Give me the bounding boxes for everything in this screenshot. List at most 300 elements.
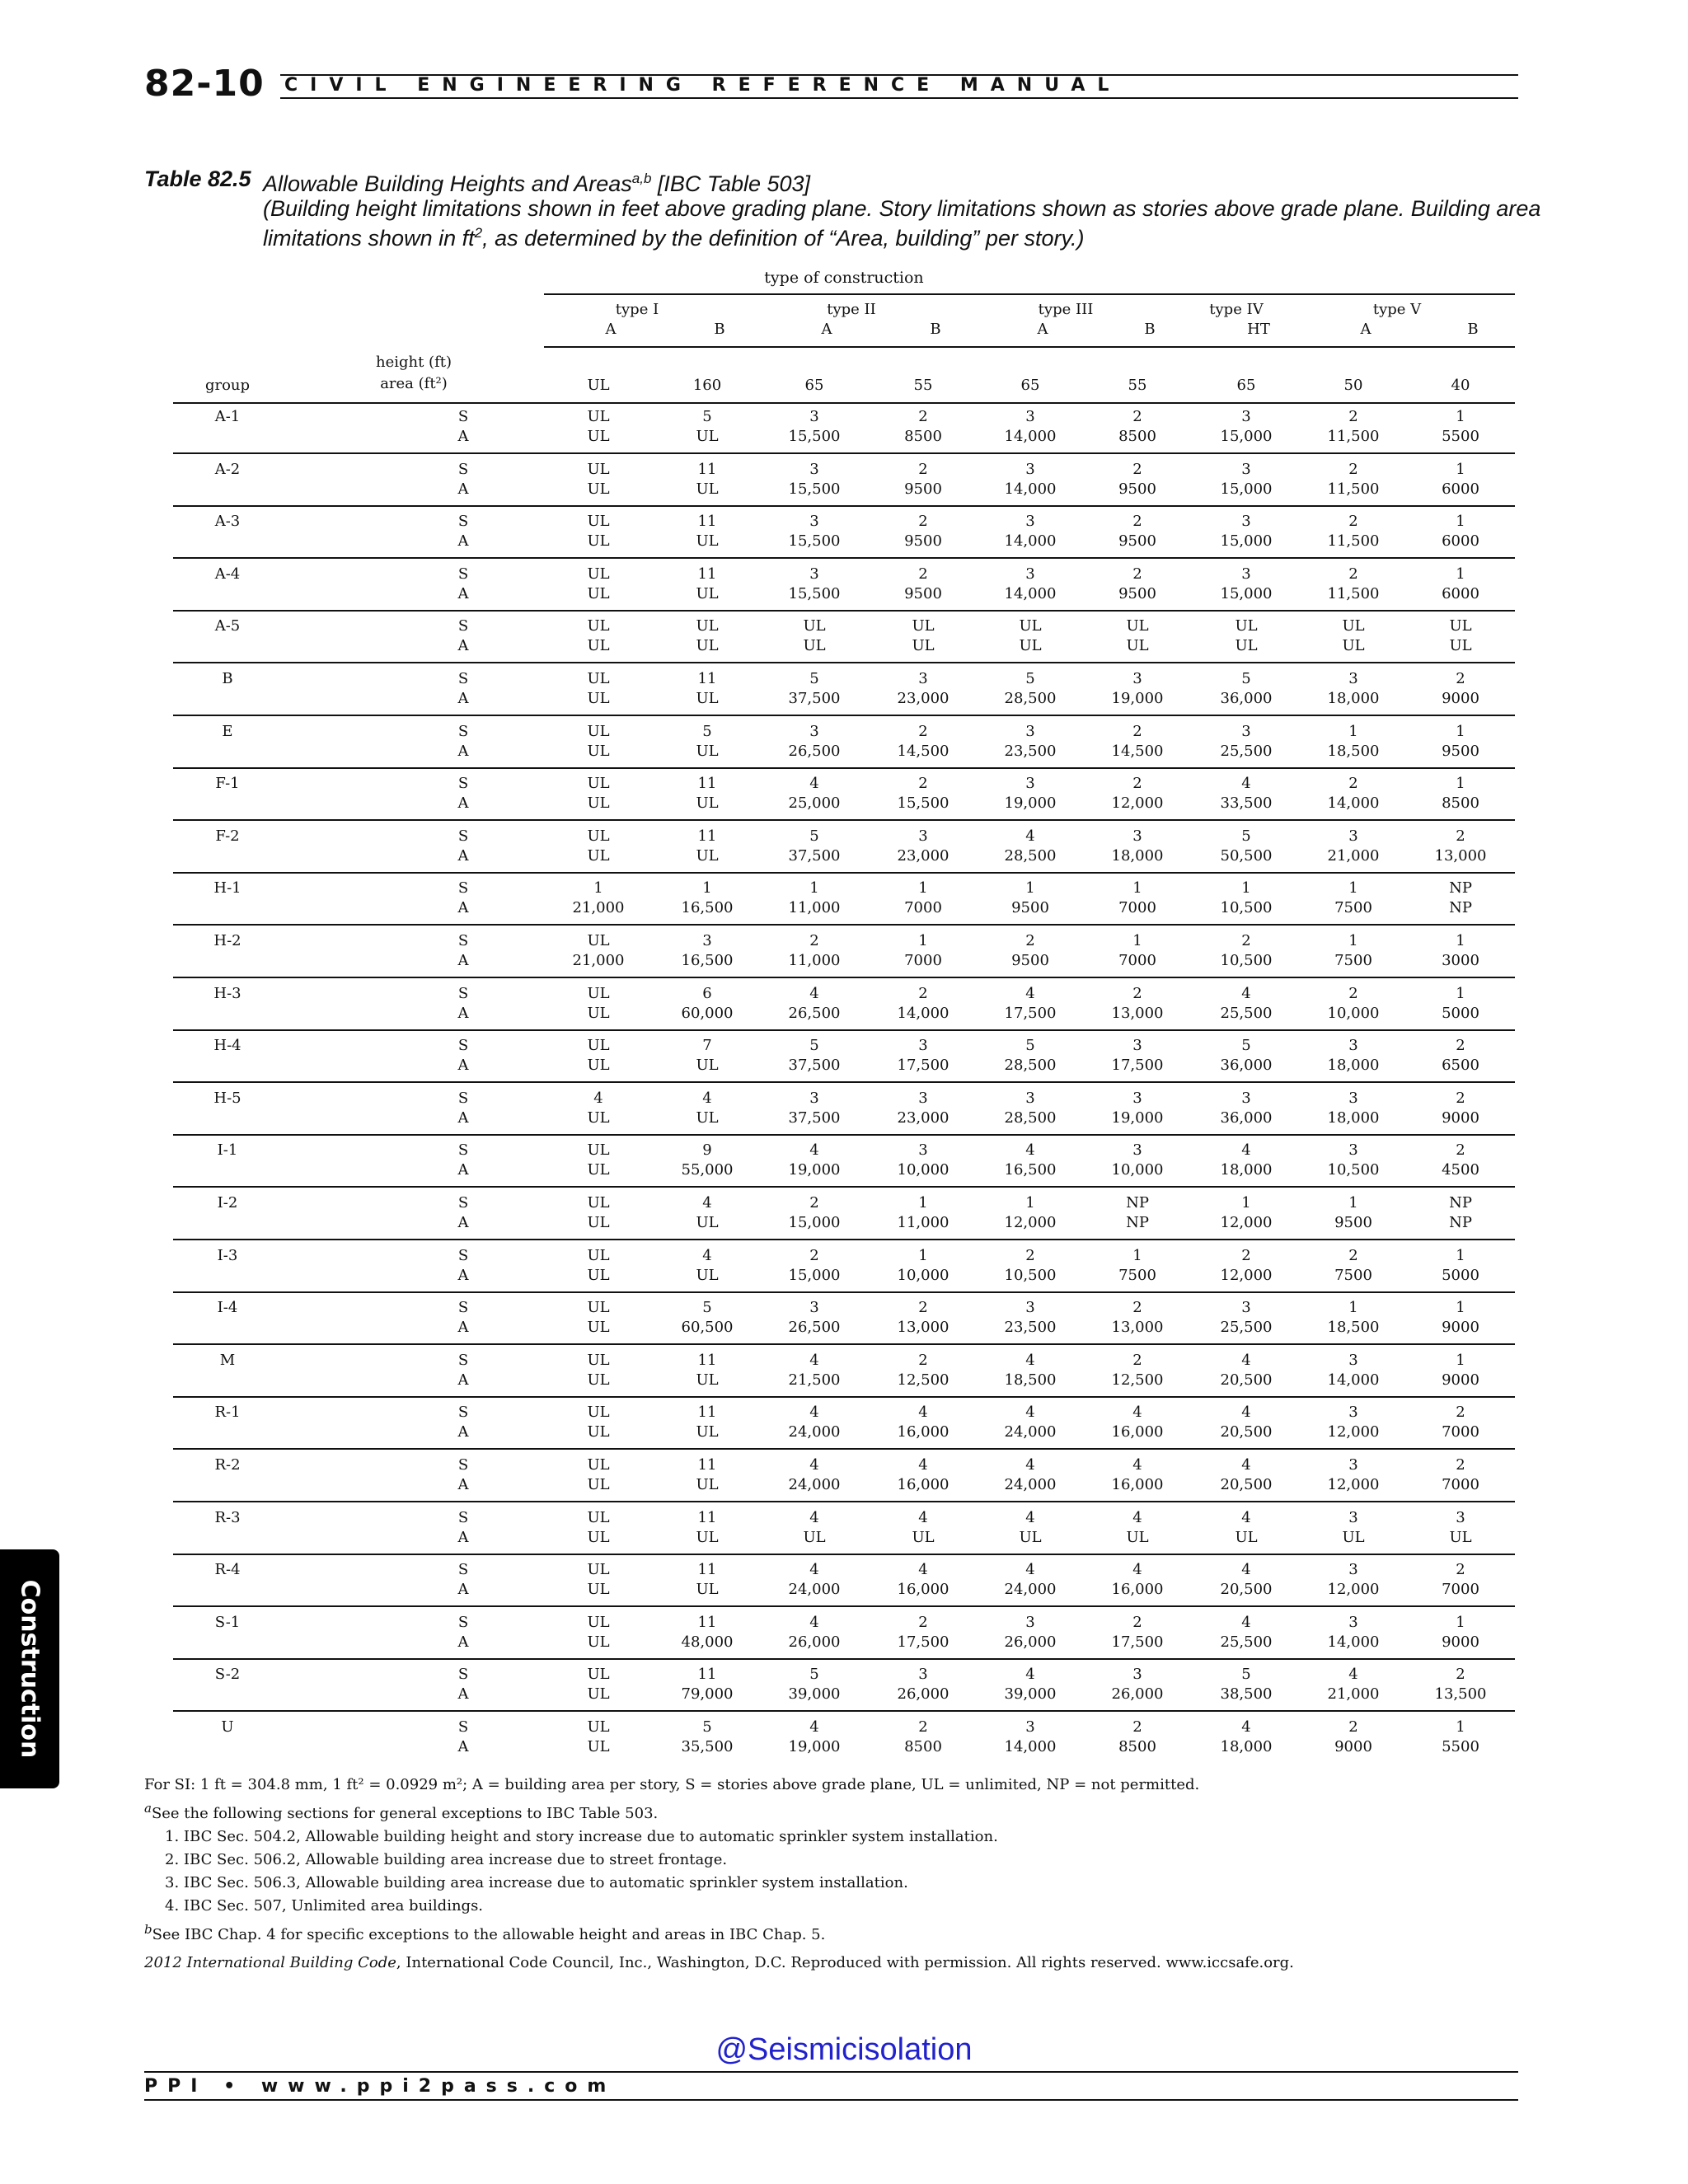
area-value: UL [587, 1266, 610, 1284]
area-value: 24,000 [1004, 1476, 1057, 1493]
stories-value: 1 [1348, 1194, 1358, 1212]
stories-value: 2 [1348, 984, 1358, 1002]
area-value: 9500 [904, 480, 942, 498]
stories-label: S [457, 670, 469, 687]
area-value: 15,500 [788, 428, 841, 445]
stories-label: S [457, 1613, 469, 1631]
area-value: 18,000 [1327, 690, 1380, 707]
stories-value: 2 [1348, 1718, 1358, 1736]
area-value: 24,000 [1004, 1423, 1057, 1441]
area-value: UL [587, 1214, 610, 1231]
area-row-label: A [457, 1214, 469, 1231]
stories-value: 3 [918, 1037, 928, 1055]
area-row-label: A [457, 584, 469, 602]
stories-value: UL [587, 775, 610, 793]
row-rule [173, 1501, 1515, 1502]
stories-value: 3 [1348, 1351, 1358, 1369]
area-value: 23,000 [897, 846, 950, 865]
stories-value: UL [696, 617, 719, 635]
area-value: 7500 [1334, 1266, 1372, 1284]
area-value: UL [696, 794, 719, 813]
row-rule [173, 1291, 1515, 1293]
stories-value: 3 [1348, 1141, 1358, 1160]
row-rule [173, 1448, 1515, 1450]
area-value: 9000 [1442, 1319, 1479, 1337]
group-name: H-1 [213, 879, 241, 898]
area-value: 14,000 [1327, 1633, 1380, 1651]
area-value: NP [1449, 899, 1472, 917]
stories-value: UL [587, 984, 610, 1002]
stories-label: S [457, 1089, 469, 1107]
stories-value: UL [587, 670, 610, 687]
stories-value: 3 [1348, 1456, 1358, 1474]
stories-value: 2 [918, 1613, 928, 1631]
stories-value: 4 [918, 1404, 928, 1422]
stories-value: UL [587, 1508, 610, 1526]
area-value: 79,000 [681, 1685, 734, 1704]
row-rule [173, 557, 1515, 559]
area-value: 9500 [1442, 742, 1479, 760]
stories-value: 2 [1348, 775, 1358, 793]
area-value: UL [587, 1685, 610, 1704]
area-value: 4500 [1442, 1161, 1479, 1179]
stories-label: S [457, 513, 469, 531]
area-value: 18,000 [1220, 1738, 1273, 1755]
stories-value: 3 [1241, 460, 1251, 478]
area-value: 16,000 [897, 1476, 950, 1493]
area-value: 17,500 [897, 1633, 950, 1651]
stories-value: 5 [809, 1037, 819, 1055]
stories-value: 3 [1241, 1299, 1251, 1317]
stories-value: 11 [697, 1351, 717, 1369]
stories-value: 9 [702, 1141, 712, 1160]
stories-value: 4 [809, 984, 819, 1002]
stories-value: UL [587, 1194, 610, 1212]
stories-value: UL [1019, 617, 1042, 635]
stories-value: 11 [697, 1613, 717, 1631]
stories-value: 1 [1456, 1718, 1465, 1736]
area-value: 55,000 [681, 1161, 734, 1179]
height-value: UL [587, 377, 610, 394]
area-value: UL [587, 1057, 610, 1075]
stories-value: 3 [1348, 1561, 1358, 1579]
stories-value: 2 [918, 513, 928, 531]
area-value: 14,000 [1004, 1738, 1057, 1755]
area-value: 9500 [1118, 480, 1156, 498]
height-value: 55 [913, 377, 933, 394]
stories-value: UL [587, 1666, 610, 1684]
stories-value: 5 [1241, 670, 1251, 687]
area-value: 21,000 [572, 952, 625, 969]
group-name: F-1 [215, 775, 240, 793]
row-rule [173, 924, 1515, 926]
stories-value: 4 [1025, 827, 1035, 845]
height-value: 55 [1128, 377, 1147, 394]
row-rule [173, 1554, 1515, 1555]
stories-label: S [457, 565, 469, 583]
stories-value: 2 [1456, 1561, 1465, 1579]
caption-desc: (Building height limitations shown in feet above grading plane. Story limitations shown as stories above grade plane. Building area limitations shown in ft [263, 196, 1541, 251]
stories-value: 4 [918, 1508, 928, 1526]
stories-value: 1 [918, 1246, 928, 1264]
stories-value: UL [803, 617, 826, 635]
section-tab [0, 1549, 59, 1788]
stories-label: S [457, 1718, 469, 1736]
stories-value: 1 [1456, 1613, 1465, 1631]
area-value: 11,000 [897, 1214, 950, 1231]
area-value: NP [1126, 1214, 1149, 1231]
area-value: UL [587, 637, 610, 655]
area-row-label: A [457, 480, 469, 498]
group-name: H-3 [213, 984, 241, 1002]
area-label: area (ft²) [380, 375, 448, 392]
area-value: 24,000 [788, 1476, 841, 1493]
stories-value: 4 [1025, 984, 1035, 1002]
area-row-label: A [457, 690, 469, 707]
header-rule [280, 97, 1518, 99]
area-row-label: A [457, 1633, 469, 1651]
area-value: 26,000 [1004, 1633, 1057, 1651]
area-value: 16,500 [1004, 1161, 1057, 1179]
stories-value: 4 [1241, 775, 1251, 793]
stories-label: S [457, 1037, 469, 1055]
area-value: 9500 [1334, 1214, 1372, 1231]
area-value: UL [696, 1528, 719, 1546]
group-name: A-2 [214, 460, 241, 478]
stories-value: 4 [702, 1194, 712, 1212]
area-value: UL [1235, 637, 1258, 655]
stories-value: UL [587, 1456, 610, 1474]
stories-value: 1 [702, 879, 712, 898]
area-value: 8500 [1442, 794, 1479, 813]
area-value: 28,500 [1004, 1108, 1057, 1127]
stories-value: 1 [918, 1194, 928, 1212]
stories-value: 4 [1132, 1456, 1142, 1474]
area-value: 10,500 [1327, 1161, 1380, 1179]
area-value: 14,000 [1327, 794, 1380, 813]
area-value: 25,500 [1220, 1319, 1273, 1337]
stories-value: 4 [1241, 1561, 1251, 1579]
construction-type: type V [1372, 301, 1422, 318]
stories-value: 2 [1025, 1246, 1035, 1264]
area-value: 28,500 [1004, 846, 1057, 865]
stories-value: 1 [1456, 565, 1465, 583]
stories-value: UL [587, 1246, 610, 1264]
row-rule [173, 1710, 1515, 1712]
stories-value: 3 [1132, 827, 1142, 845]
stories-value: 2 [1348, 1246, 1358, 1264]
area-value: 7000 [904, 899, 942, 917]
area-value: 39,000 [1004, 1685, 1057, 1704]
area-value: 37,500 [788, 690, 841, 707]
stories-value: 2 [918, 984, 928, 1002]
area-value: 10,500 [1004, 1266, 1057, 1284]
stories-value: UL [1235, 617, 1258, 635]
stories-value: UL [587, 617, 610, 635]
area-value: 17,500 [1111, 1633, 1164, 1651]
stories-value: 2 [1132, 984, 1142, 1002]
area-value: UL [587, 1476, 610, 1493]
group-name: I-2 [217, 1194, 238, 1212]
stories-value: 3 [809, 565, 819, 583]
area-value: 13,500 [1434, 1685, 1487, 1704]
area-value: UL [587, 1528, 610, 1546]
si-note: For SI: 1 ft = 304.8 mm, 1 ft² = 0.0929 m²; A = building area per story, S = stories above grade plane, UL = unlimited, NP = not permitted. [144, 1776, 1200, 1793]
stories-value: 2 [918, 722, 928, 740]
stories-value: 3 [1025, 565, 1035, 583]
stories-value: 3 [1132, 1141, 1142, 1160]
stories-value: UL [1342, 617, 1365, 635]
row-rule [173, 1658, 1515, 1660]
area-row-label: A [457, 1476, 469, 1493]
stories-value: 3 [1456, 1508, 1465, 1526]
area-value: 38,500 [1220, 1685, 1273, 1704]
area-value: 15,000 [788, 1214, 841, 1231]
area-value: 20,500 [1220, 1423, 1273, 1441]
area-value: 9500 [1118, 584, 1156, 602]
area-value: UL [696, 690, 719, 707]
stories-value: 1 [1132, 1246, 1142, 1264]
area-value: UL [696, 1214, 719, 1231]
area-value: 7500 [1334, 952, 1372, 969]
stories-value: 2 [918, 1351, 928, 1369]
page-header [144, 63, 1518, 110]
stories-label: S [457, 460, 469, 478]
stories-value: 4 [1241, 1404, 1251, 1422]
group-name: I-3 [217, 1246, 238, 1264]
area-value: 21,000 [572, 899, 625, 917]
stories-value: 11 [697, 670, 717, 687]
area-row-label: A [457, 428, 469, 445]
area-value: 14,500 [897, 742, 950, 760]
area-value: 39,000 [788, 1685, 841, 1704]
row-rule [173, 662, 1515, 663]
group-name: I-1 [217, 1141, 238, 1160]
stories-value: 4 [1025, 1561, 1035, 1579]
area-value: 7500 [1118, 1266, 1156, 1284]
area-value: 11,500 [1327, 532, 1380, 551]
area-value: 19,000 [788, 1161, 841, 1179]
area-value: 19,000 [1111, 1108, 1164, 1127]
stories-value: 3 [1132, 1666, 1142, 1684]
area-value: 18,000 [1220, 1161, 1273, 1179]
area-row-label: A [457, 1371, 469, 1389]
stories-value: 3 [1025, 1089, 1035, 1107]
stories-label: S [457, 1456, 469, 1474]
area-value: 25,000 [788, 794, 841, 813]
stories-value: 4 [809, 1561, 819, 1579]
height-value: 50 [1343, 377, 1363, 394]
stories-value: 2 [1348, 408, 1358, 425]
caption-title-sup: a,b [631, 171, 652, 186]
area-row-label: A [457, 899, 469, 917]
stories-value: 4 [1025, 1351, 1035, 1369]
area-value: 23,500 [1004, 1319, 1057, 1337]
area-value: 8500 [904, 428, 942, 445]
manual-title: CIVIL ENGINEERING REFERENCE MANUAL [284, 75, 1122, 96]
stories-value: 2 [1132, 460, 1142, 478]
construction-type: type II [827, 301, 876, 318]
group-name: M [219, 1351, 236, 1369]
area-row-label: A [457, 1738, 469, 1755]
stories-value: 4 [1132, 1404, 1142, 1422]
note-b-text: See IBC Chap. 4 for specific exceptions to the allowable height and areas in IBC Chap. 5. [152, 1926, 826, 1943]
stories-value: UL [587, 460, 610, 478]
area-row-label: A [457, 1528, 469, 1546]
area-value: 13,000 [897, 1319, 950, 1337]
stories-value: 11 [697, 1404, 717, 1422]
stories-value: 2 [1456, 827, 1465, 845]
area-value: UL [1019, 637, 1042, 655]
stories-value: 4 [702, 1246, 712, 1264]
area-value: 8500 [1118, 428, 1156, 445]
stories-value: 1 [1348, 722, 1358, 740]
group-name: A-1 [214, 408, 241, 425]
construction-subtype: B [930, 321, 941, 338]
row-rule [173, 1605, 1515, 1607]
stories-value: 2 [1456, 1456, 1465, 1474]
area-value: 18,500 [1327, 1319, 1380, 1337]
stories-value: 4 [809, 1141, 819, 1160]
stories-value: 2 [809, 1194, 819, 1212]
area-value: 25,500 [1220, 1004, 1273, 1022]
stories-value: UL [587, 1561, 610, 1579]
note-b [144, 1918, 1463, 1947]
area-value: UL [587, 1004, 610, 1022]
stories-value: 3 [702, 932, 712, 949]
area-value: 15,500 [897, 794, 950, 813]
stories-value: 11 [697, 827, 717, 845]
caption-ref: [IBC Table 503] [651, 171, 811, 196]
area-value: 12,000 [1327, 1476, 1380, 1493]
area-value: UL [587, 532, 610, 551]
stories-value: 4 [1025, 1141, 1035, 1160]
area-value: 16,500 [681, 952, 734, 969]
stories-value: 1 [918, 879, 928, 898]
note-item: 1. IBC Sec. 504.2, Allowable building height and story increase due to automatic sprinkler system installation. [165, 1828, 998, 1845]
height-label: height (ft) [375, 354, 452, 371]
stories-value: 2 [1132, 1351, 1142, 1369]
area-value: 21,500 [788, 1371, 841, 1389]
stories-value: 5 [702, 408, 712, 425]
area-value: UL [587, 1371, 610, 1389]
area-value: 24,000 [788, 1581, 841, 1599]
stories-value: UL [1126, 617, 1149, 635]
construction-subtype: A [1037, 321, 1048, 338]
stories-value: 3 [809, 1299, 819, 1317]
area-value: UL [587, 742, 610, 760]
stories-value: 4 [1241, 1508, 1251, 1526]
stories-value: 1 [1456, 408, 1465, 425]
source-credit [144, 1952, 1463, 1975]
row-rule [173, 1186, 1515, 1188]
stories-value: UL [587, 1351, 610, 1369]
area-value: 8500 [904, 1738, 942, 1755]
stories-value: 3 [918, 827, 928, 845]
stories-value: 1 [1456, 1246, 1465, 1264]
stories-value: 11 [697, 565, 717, 583]
area-value: 7000 [1118, 899, 1156, 917]
stories-value: 4 [1132, 1561, 1142, 1579]
group-name: H-2 [213, 932, 241, 949]
stories-value: 1 [1456, 1351, 1465, 1369]
stories-value: 3 [1025, 460, 1035, 478]
height-value: 65 [1020, 377, 1040, 394]
area-value: UL [1235, 1528, 1258, 1546]
stories-value: 2 [1025, 932, 1035, 949]
stories-value: 4 [1348, 1666, 1358, 1684]
area-value: 3000 [1442, 952, 1479, 969]
group-header: group [204, 377, 251, 394]
area-row-label: A [457, 1581, 469, 1599]
stories-value: 2 [809, 932, 819, 949]
stories-value: 2 [1456, 1141, 1465, 1160]
stories-value: 2 [1132, 775, 1142, 793]
construction-subtype: B [714, 321, 725, 338]
area-value: 14,000 [897, 1004, 950, 1022]
stories-value: 3 [918, 1089, 928, 1107]
construction-type: type III [1038, 301, 1094, 318]
area-value: 15,500 [788, 480, 841, 498]
construction-type: type IV [1209, 301, 1264, 318]
row-rule [173, 1081, 1515, 1083]
stories-value: 4 [809, 775, 819, 793]
stories-label: S [457, 722, 469, 740]
area-value: 12,000 [1111, 794, 1164, 813]
area-value: UL [587, 1738, 610, 1755]
area-value: 9000 [1442, 1633, 1479, 1651]
area-value: 16,000 [1111, 1476, 1164, 1493]
stories-value: 5 [702, 1299, 712, 1317]
area-value: UL [696, 1423, 719, 1441]
area-value: 36,000 [1220, 690, 1273, 707]
area-value: 26,000 [788, 1633, 841, 1651]
stories-value: UL [587, 722, 610, 740]
area-value: UL [587, 480, 610, 498]
stories-value: 11 [697, 1561, 717, 1579]
stories-value: 3 [1348, 1613, 1358, 1631]
area-value: 20,500 [1220, 1581, 1273, 1599]
area-value: 5000 [1442, 1266, 1479, 1284]
area-row-label: A [457, 1004, 469, 1022]
note-item: 3. IBC Sec. 506.3, Allowable building area increase due to automatic sprinkler system installation. [165, 1874, 908, 1891]
stories-value: 11 [697, 1456, 717, 1474]
stories-value: 1 [1456, 984, 1465, 1002]
group-name: E [222, 722, 233, 740]
stories-value: 3 [1025, 1299, 1035, 1317]
area-value: 35,500 [681, 1738, 734, 1755]
page-number: 82-10 [144, 63, 265, 105]
stories-value: 1 [1132, 932, 1142, 949]
row-rule [173, 452, 1515, 454]
area-value: UL [587, 794, 610, 813]
area-value: 17,500 [897, 1057, 950, 1075]
area-value: 17,500 [1004, 1004, 1057, 1022]
area-value: UL [696, 1371, 719, 1389]
stories-value: 2 [1241, 1246, 1251, 1264]
stories-value: 5 [702, 722, 712, 740]
stories-value: 4 [1025, 1666, 1035, 1684]
note-a-text: See the following sections for general exceptions to IBC Table 503. [151, 1805, 659, 1822]
area-value: 7000 [1118, 952, 1156, 969]
stories-value: 2 [1132, 1613, 1142, 1631]
area-value: UL [696, 1476, 719, 1493]
area-value: UL [1126, 637, 1149, 655]
caption-title: Allowable Building Heights and Areas [263, 171, 632, 196]
height-value: 65 [1236, 377, 1256, 394]
group-name: H-4 [213, 1037, 241, 1055]
area-row-label: A [457, 532, 469, 551]
